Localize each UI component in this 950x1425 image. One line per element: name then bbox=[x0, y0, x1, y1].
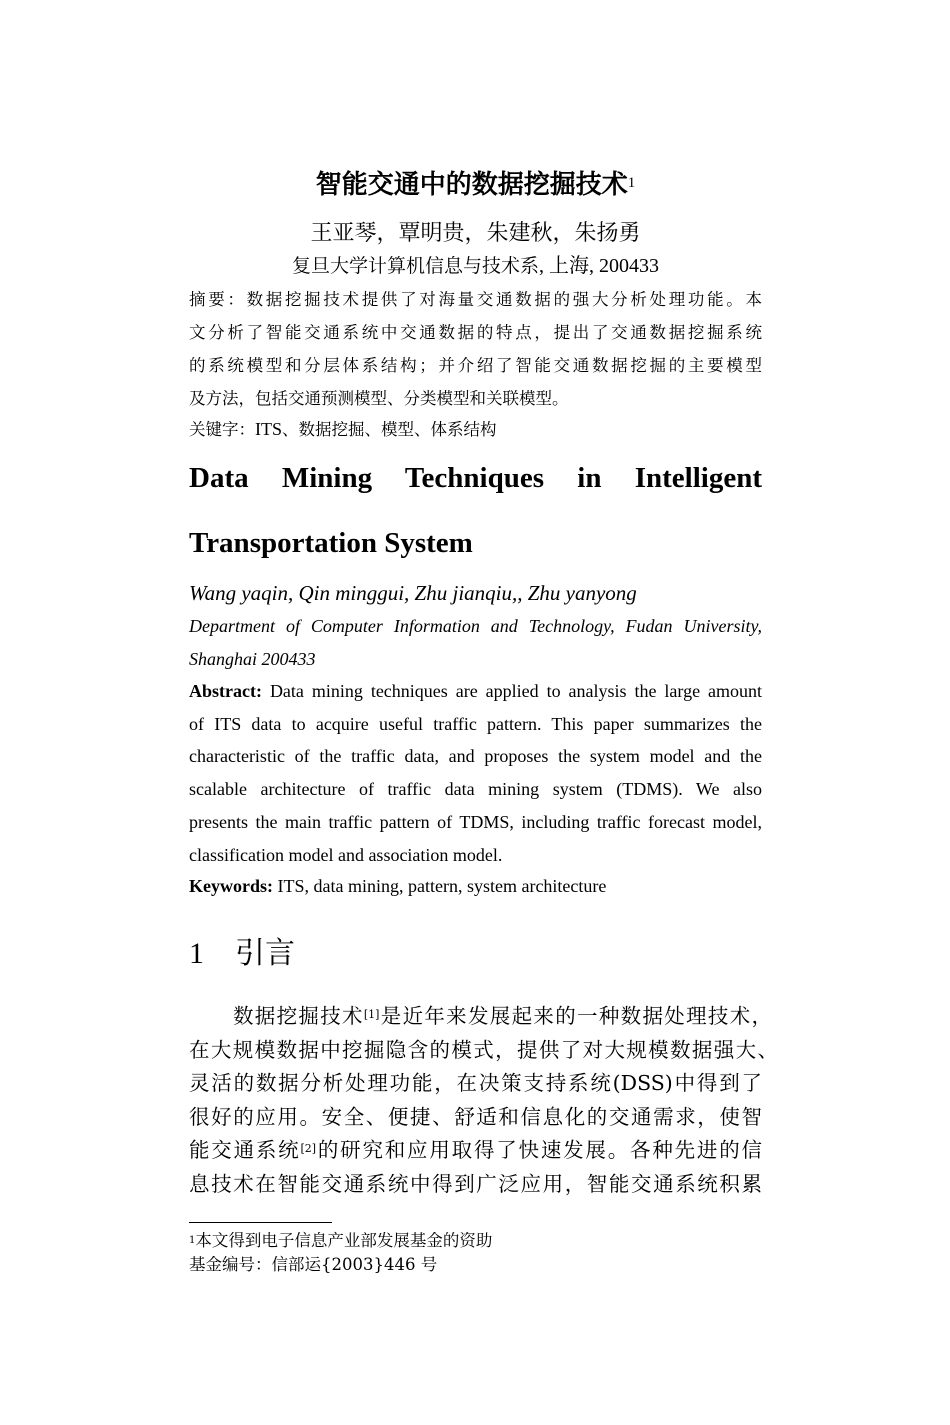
authors-en: Wang yaqin, Qin minggui, Zhu jianqiu,, Zhu yanyong bbox=[189, 581, 637, 605]
keywords-cn bbox=[189, 414, 762, 445]
affiliation-en-line: Department of Computer Information and Technology, Fudan University, bbox=[189, 616, 762, 636]
body-line bbox=[189, 1134, 762, 1168]
abstract-cn-line: 及方法，包括交通预测模型、分类模型和关联模型。 bbox=[189, 389, 569, 408]
keywords-cn-its: ITS bbox=[255, 419, 282, 439]
affiliation-cn-city: , 上海, 200433 bbox=[539, 255, 659, 277]
keywords-cn-rest: 、数据挖掘、模型、体系结构 bbox=[282, 420, 497, 439]
body-line-part: 是近年来发展起来的一种数据处理技术， bbox=[379, 1004, 773, 1028]
abstract-en-line: presents the main traffic pattern of TDMS, including traffic forecast model, bbox=[189, 811, 762, 832]
abstract-en-line: of ITS data to acquire useful traffic pattern. This paper summarizes the bbox=[189, 713, 762, 734]
abstract-en-line: classification model and association model. bbox=[189, 844, 503, 865]
affiliation-cn-dept: 复旦大学计算机信息与技术系 bbox=[291, 255, 539, 277]
keywords-en-text: ITS, data mining, pattern, system architecture bbox=[277, 876, 607, 896]
footnote-rule bbox=[189, 1222, 332, 1223]
abstract-en-line: scalable architecture of traffic data mining system (TDMS). We also bbox=[189, 779, 762, 800]
abstract-en-line: characteristic of the traffic data, and proposes the system model and the bbox=[189, 746, 762, 767]
body-text-cn bbox=[189, 1000, 778, 1201]
affiliation-en bbox=[189, 610, 762, 676]
keywords-en-label: Keywords: bbox=[189, 876, 273, 896]
footnote-1 bbox=[189, 1229, 492, 1253]
abstract-en bbox=[189, 675, 762, 871]
section-title: 引言 bbox=[235, 936, 295, 971]
abstract-en-label: Abstract: bbox=[189, 681, 262, 701]
citation-ref: [2] bbox=[300, 1142, 317, 1155]
title-en-line: Transportation System bbox=[189, 527, 473, 559]
body-line: 灵活的数据分析处理功能，在决策支持系统(DSS)中得到了 bbox=[189, 1071, 762, 1095]
abstract-cn-line: 文分析了智能交通系统中交通数据的特点，提出了交通数据挖掘系统 bbox=[189, 323, 762, 342]
body-line bbox=[189, 1000, 772, 1034]
body-line-part: 数据挖掘技术 bbox=[233, 1004, 364, 1028]
title-footnote-mark: 1 bbox=[627, 175, 636, 191]
citation-ref: [1] bbox=[363, 1008, 380, 1021]
footnote-1-text: 本文得到电子信息产业部发展基金的资助 bbox=[195, 1231, 493, 1250]
footnote-mark: 1 bbox=[189, 1235, 196, 1246]
title-en bbox=[189, 446, 762, 576]
title-en-line: Data Mining Techniques in Intelligent bbox=[189, 462, 762, 494]
body-line-part: 的研究和应用取得了快速发展。各种先进的信 bbox=[316, 1138, 763, 1162]
affiliation-cn bbox=[189, 252, 762, 280]
title-cn bbox=[189, 167, 762, 203]
section-number: 1 bbox=[189, 937, 204, 970]
body-line: 在大规模数据中挖掘隐含的模式，提供了对大规模数据强大、 bbox=[189, 1037, 778, 1062]
abstract-en-line-text: Data mining techniques are applied to analysis the large amount bbox=[269, 681, 763, 701]
body-line: 很好的应用。安全、便捷、舒适和信息化的交通需求，使智 bbox=[189, 1104, 762, 1129]
title-cn-text: 智能交通中的数据挖掘技术 bbox=[315, 170, 628, 200]
authors-cn: 王亚琴，覃明贵，朱建秋，朱扬勇 bbox=[310, 221, 641, 246]
keywords-cn-label: 关键字： bbox=[189, 420, 255, 439]
affiliation-en-line: Shanghai 200433 bbox=[189, 649, 316, 669]
body-line-part: 能交通系统 bbox=[189, 1138, 301, 1162]
footnote-2: 基金编号：信部运{2003}446 号 bbox=[189, 1255, 438, 1274]
abstract-cn bbox=[189, 283, 762, 415]
section-heading bbox=[189, 934, 295, 974]
abstract-en-line bbox=[189, 675, 762, 708]
body-line: 息技术在智能交通系统中得到广泛应用，智能交通系统积累 bbox=[189, 1171, 762, 1196]
keywords-en bbox=[189, 871, 606, 901]
abstract-cn-line: 摘要：数据挖掘技术提供了对海量交通数据的强大分析处理功能。本 bbox=[189, 290, 762, 309]
abstract-cn-line: 的系统模型和分层体系结构；并介绍了智能交通数据挖掘的主要模型 bbox=[189, 356, 762, 375]
